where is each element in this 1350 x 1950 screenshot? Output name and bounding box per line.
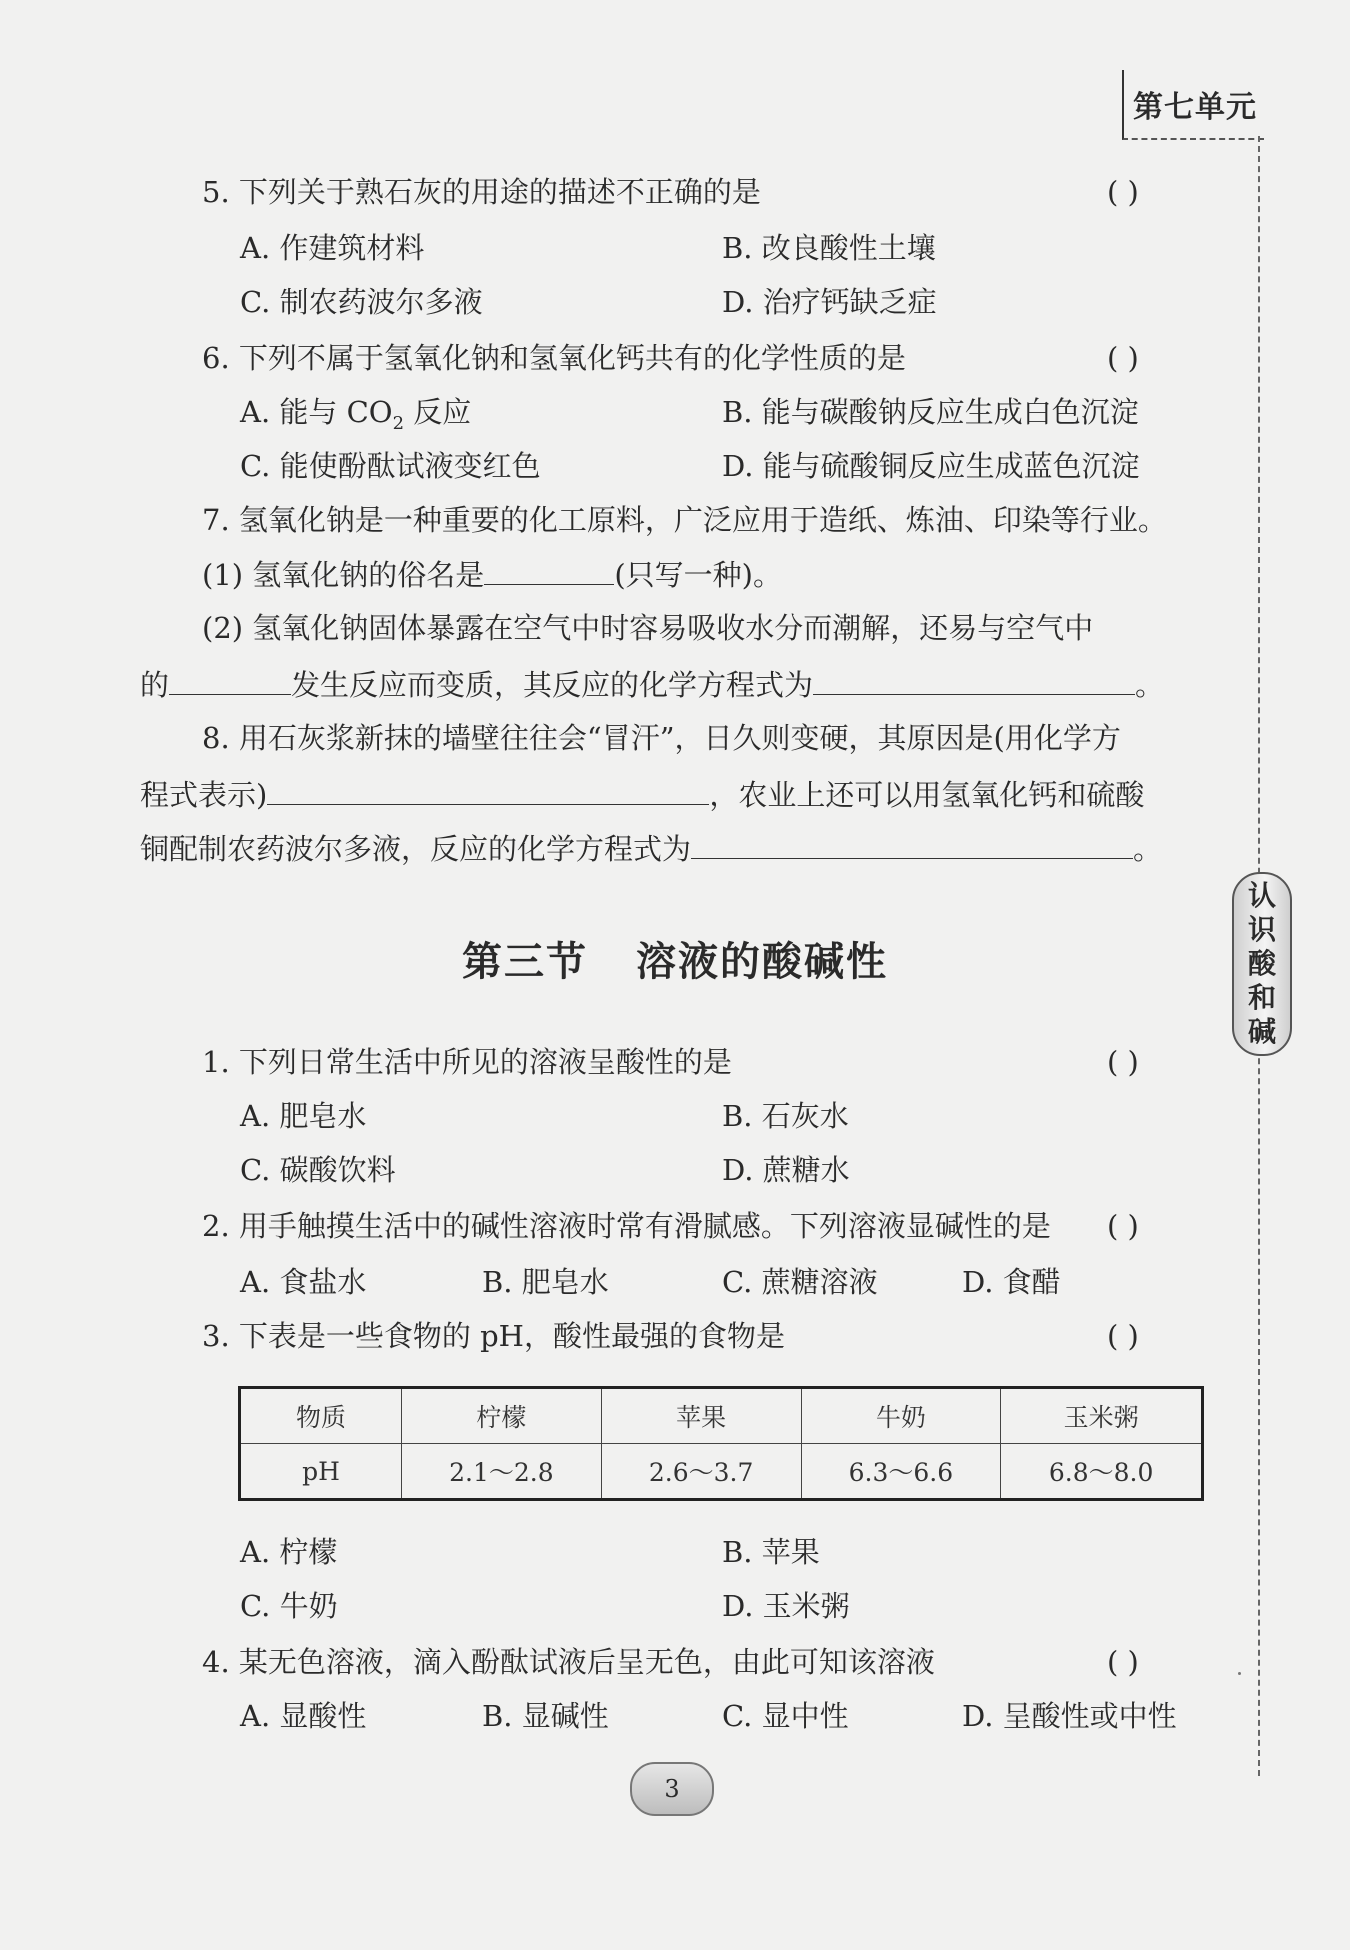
table-cell: 牛奶	[801, 1388, 1001, 1444]
answer-blank[interactable]	[484, 554, 614, 585]
option-d: D. 能与硫酸铜反应生成蓝色沉淀	[722, 449, 1140, 483]
answer-blank[interactable]	[813, 664, 1135, 695]
option-d: D. 食醋	[962, 1265, 1061, 1299]
option-d: D. 治疗钙缺乏症	[722, 285, 937, 319]
option-b: B. 石灰水	[722, 1099, 849, 1133]
option-a-text: A. 能与 CO	[240, 395, 393, 429]
page-number: 3	[630, 1762, 714, 1816]
table-cell: 柠檬	[402, 1388, 602, 1444]
option-a: A. 作建筑材料	[240, 231, 425, 265]
side-tab-char: 识	[1247, 913, 1276, 946]
option-a: A. 柠檬	[240, 1535, 338, 1569]
table-cell: pH	[240, 1444, 402, 1500]
part-1-text: (1) 氢氧化钠的俗名是	[202, 558, 485, 592]
text: ，农业上还可以用氢氧化钙和硫酸	[709, 778, 1145, 812]
question-8-line-2	[140, 774, 1144, 815]
table-cell: 苹果	[601, 1388, 801, 1444]
question-8-line-1: 8. 用石灰浆新抹的墙壁往往会“冒汗”，日久则变硬，其原因是(用化学方	[202, 721, 1121, 755]
question-s4-stem: 4. 某无色溶液，滴入酚酞试液后呈无色，由此可知该溶液	[202, 1645, 935, 1679]
table-header-row	[240, 1388, 1203, 1444]
option-c: C. 显中性	[722, 1699, 849, 1733]
option-b: B. 改良酸性土壤	[722, 231, 936, 265]
unit-label: 第七单元	[1133, 90, 1257, 125]
option-d: D. 呈酸性或中性	[962, 1699, 1177, 1733]
table-cell: 物质	[240, 1388, 402, 1444]
question-5-stem: 5. 下列关于熟石灰的用途的描述不正确的是	[202, 175, 761, 209]
text: 的	[140, 668, 170, 702]
table-cell: 6.8～8.0	[1001, 1444, 1203, 1500]
table-cell: 6.3～6.6	[801, 1444, 1001, 1500]
answer-bracket[interactable]: ( )	[1107, 1645, 1139, 1679]
question-s2-stem: 2. 用手触摸生活中的碱性溶液时常有滑腻感。下列溶液显碱性的是	[202, 1209, 1051, 1243]
option-c: C. 制农药波尔多液	[240, 285, 483, 319]
side-tab-char: 和	[1247, 981, 1276, 1014]
side-tab-char: 碱	[1247, 1015, 1276, 1048]
option-c: C. 碳酸饮料	[240, 1153, 396, 1187]
option-c: C. 能使酚酞试液变红色	[240, 449, 541, 483]
question-s3-stem: 3. 下表是一些食物的 pH，酸性最强的食物是	[202, 1319, 785, 1353]
speck	[1238, 1672, 1241, 1675]
table-cell: 玉米粥	[1001, 1388, 1203, 1444]
option-b: B. 肥皂水	[482, 1265, 609, 1299]
option-d: D. 玉米粥	[722, 1589, 850, 1623]
question-7-part-1	[202, 554, 782, 595]
text: 。	[1135, 668, 1165, 702]
answer-bracket[interactable]: ( )	[1107, 341, 1139, 375]
section-name: 溶液的酸碱性	[636, 939, 888, 985]
side-tab-char: 认	[1247, 879, 1276, 912]
answer-bracket[interactable]: ( )	[1107, 1045, 1139, 1079]
table-cell: 2.6～3.7	[601, 1444, 801, 1500]
ph-table	[238, 1386, 1204, 1501]
option-b: B. 显碱性	[482, 1699, 609, 1733]
table-row	[240, 1444, 1203, 1500]
option-a	[240, 392, 471, 444]
answer-bracket[interactable]: ( )	[1107, 1209, 1139, 1243]
answer-blank[interactable]	[169, 664, 291, 695]
option-a-suffix: 反应	[404, 395, 472, 429]
question-7-part-2-line-2	[140, 664, 1164, 705]
part-1-suffix: (只写一种)。	[614, 558, 782, 592]
answer-bracket[interactable]: ( )	[1107, 175, 1139, 209]
side-tab-char: 酸	[1247, 947, 1276, 980]
question-8-line-3	[140, 828, 1162, 869]
option-a: A. 食盐水	[240, 1265, 367, 1299]
section-title	[0, 930, 1350, 987]
option-b: B. 能与碳酸钠反应生成白色沉淀	[722, 395, 1139, 429]
option-a: A. 肥皂水	[240, 1099, 367, 1133]
text: 铜配制农药波尔多液，反应的化学方程式为	[140, 832, 692, 866]
text: 程式表示)	[140, 778, 268, 812]
answer-bracket[interactable]: ( )	[1107, 1319, 1139, 1353]
text: 。	[1133, 832, 1163, 866]
answer-blank[interactable]	[691, 828, 1133, 859]
question-7-part-2-line-1: (2) 氢氧化钠固体暴露在空气中时容易吸收水分而潮解，还易与空气中	[202, 611, 1094, 645]
subscript: 2	[392, 412, 405, 434]
option-a: A. 显酸性	[240, 1699, 367, 1733]
question-s1-stem: 1. 下列日常生活中所见的溶液呈酸性的是	[202, 1045, 732, 1079]
table-cell: 2.1～2.8	[402, 1444, 602, 1500]
answer-blank[interactable]	[267, 774, 709, 805]
question-7-stem: 7. 氢氧化钠是一种重要的化工原料，广泛应用于造纸、炼油、印染等行业。	[202, 503, 1167, 537]
option-c: C. 牛奶	[240, 1589, 338, 1623]
section-number: 第三节	[462, 939, 588, 985]
option-d: D. 蔗糖水	[722, 1153, 850, 1187]
option-c: C. 蔗糖溶液	[722, 1265, 878, 1299]
text: 发生反应而变质，其反应的化学方程式为	[291, 668, 814, 702]
option-b: B. 苹果	[722, 1535, 820, 1569]
question-6-stem: 6. 下列不属于氢氧化钠和氢氧化钙共有的化学性质的是	[202, 341, 906, 375]
